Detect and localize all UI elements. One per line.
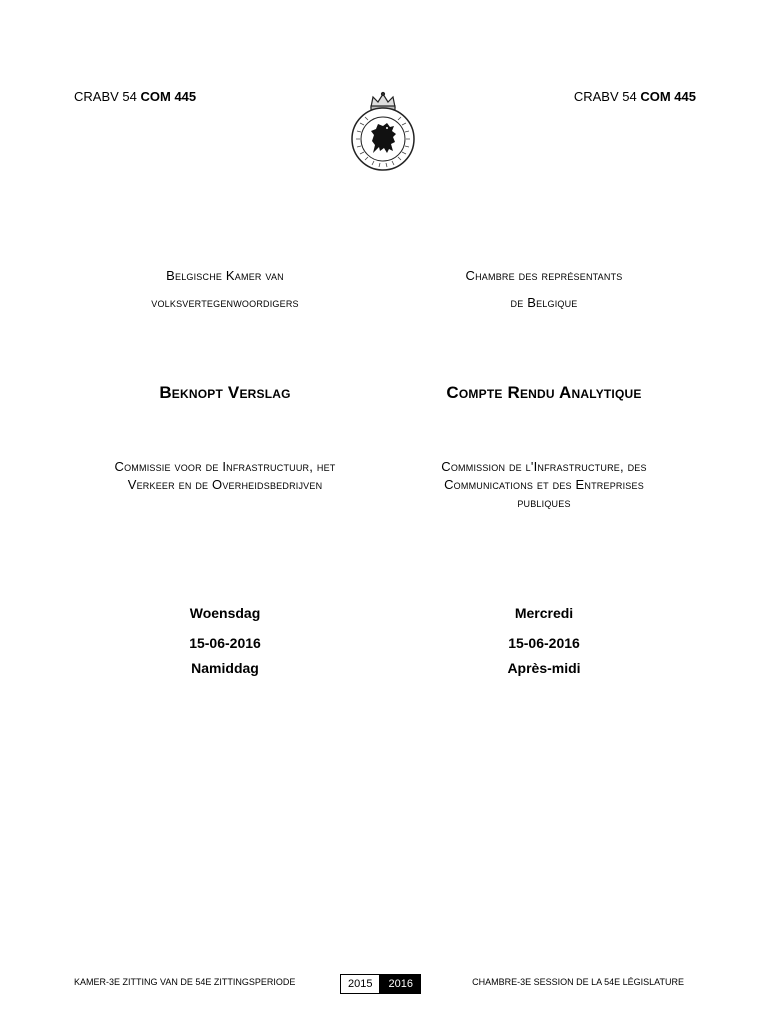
session-year-start: 2015 xyxy=(340,974,380,994)
footer-session-nl: KAMER-3E ZITTING VAN DE 54E ZITTINGSPERIODE xyxy=(74,977,296,987)
commission-nl-line1: Commissie voor de Infrastructuur, het xyxy=(114,459,336,474)
institution-fr-line2: de Belgique xyxy=(510,295,578,310)
report-type-fr: Compte Rendu Analytique xyxy=(446,383,642,402)
commission-fr xyxy=(394,458,694,512)
commission-fr-line1: Commission de l'Infrastructure, des xyxy=(441,459,647,474)
institution-nl-line2: volksvertegenwoordigers xyxy=(151,295,299,310)
session-year-end: 2016 xyxy=(380,974,420,994)
part-of-day-fr: Après-midi xyxy=(507,660,581,676)
institution-fr xyxy=(394,262,694,316)
part-of-day-nl: Namiddag xyxy=(191,660,259,676)
reference-code: COM 445 xyxy=(640,89,696,104)
commission-nl xyxy=(75,458,375,494)
report-type-nl: Beknopt Verslag xyxy=(159,383,291,402)
reference-prefix: CRABV 54 xyxy=(573,89,637,104)
institution-fr-line1: Chambre des représentants xyxy=(465,268,623,283)
meeting-date-nl: 15-06-2016 xyxy=(189,635,261,651)
meeting-date-fr: 15-06-2016 xyxy=(508,635,580,651)
belgian-lion-seal-icon xyxy=(343,91,423,171)
document-reference-right xyxy=(574,89,696,104)
session-years xyxy=(340,974,421,994)
reference-code: COM 445 xyxy=(140,89,197,104)
weekday-nl: Woensdag xyxy=(189,605,261,621)
commission-nl-line2: Verkeer en de Overheidsbedrijven xyxy=(127,477,323,492)
institution-nl xyxy=(75,262,375,316)
commission-fr-line3: publiques xyxy=(517,495,571,510)
reference-prefix: CRABV 54 xyxy=(74,89,137,104)
commission-fr-line2: Communications et des Entreprises xyxy=(444,477,644,492)
institution-nl-line1: Belgische Kamer van xyxy=(166,268,284,283)
document-reference-left xyxy=(74,89,196,104)
weekday-fr: Mercredi xyxy=(514,605,574,621)
footer-session-fr: CHAMBRE-3E SESSION DE LA 54E LÉGISLATURE xyxy=(472,977,684,987)
